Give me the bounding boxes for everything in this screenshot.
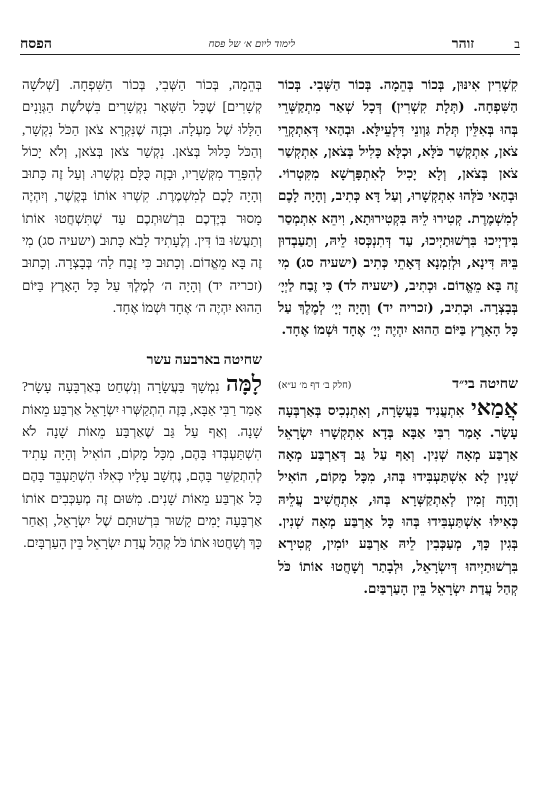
aramaic-opening-word: אֲמַאי: [470, 394, 518, 421]
parasha-title: הפסח: [20, 35, 52, 52]
hebrew-second-text: נִמְשָׁךְ בַּעֲשָׂרָה וְנִשְׁחַט בְּאַרְבָּעָה עָשָׂר? אָמַר רַבִּי אַבָּא, בָּזֶה הִתְקַשְּׁרוּ יִשְׂרָאֵל אַרְבַּע מֵאוֹת שָׁנָה. וְאַף עַל גַּב שֶׁאַרְבַּע מֵאוֹת שָׁנָה לֹא הִשְׁתַּעְבְּדוּ בָּהֶם, מִכָּל מָקוֹם, הוֹאִיל וְהָיָה עָתִיד לְהִתְקַשֵּׁר בָּהֶם, נֶחְשָׁב עָלָיו כְּאִלּוּ הִשְׁתַּעְבֵּד בָּהֶם כָּל אַרְבַּע מֵאוֹת שָׁנִים. מִשּׁוּם זֶה מְעַכְּבִים אוֹתוֹ אַרְבָּעָה יָמִים קָשׁוּר בִּרְשׁוּתָם שֶׁל יִשְׂרָאֵל, וְאַחַר כָּךְ וְשָׁחֲטוּ אֹתוֹ כֹּל קְהַל עֲדַת יִשְׂרָאֵל בֵּין הָעַרְבָּיִם.: [22, 379, 262, 551]
hebrew-column: [22, 74, 262, 786]
aramaic-section-ref: (חלק ב׳ דף מ׳ ע״א): [278, 379, 352, 391]
aramaic-section-title: שחיטה בי״ד: [452, 375, 518, 392]
hebrew-section-title: שחיטה בארבעה עשר: [146, 353, 262, 369]
aramaic-top-paragraph: קִשְׁרִין אִינּוּן, בְּכוֹר בְּהֵמָה. בְּכוֹר הַשְּׁבִי. בְּכוֹר הַשִּׁפְחָה. (תְּלָת קִשְׁרִין) דְּכָל שְׁאַר מִתְקַשְּׁרֵי בְּהוּ בְּאִלֵּין תְּלַת גַּוְונֵי דִּלְעֵילָּא. וּבְהַאי דְּאִתְקְרֵי צֹאן, אִתְקְשַׁר כֹּלָּא, וּכְלָּא כָּלִיל בְּצֹאן, אִתְקְשַׁר צֹאן בְּצֹאן, וְלָא יָכִיל לְאִתְפָּרְשָׁא מִקִּטְרוֹי. וּבְהַאי כֹּלְּהוּ אִתְקְשָׁרוּ, וְעַל דָּא כְּתִיב, וְהָיָה לָכֶם לְמִשְׁמֶרֶת. קְטִירוּ לֵיהּ בִּקְטִירוּתָא, וִיהֵא אִתְמְסַר בִּידַיְיכוּ בִּרְשׁוּתַיְיכוּ, עַד דְּתִנְכְּסוּ לֵיהּ, וְתַעַבְדוּן בֵּיהּ דִּינָא, וּלְזִמְנָא דְּאָתֵי כְּתִיב (ישעיה סג) מִי זֶה בָּא מֵאֱדוֹם. וּכְתִיב, (ישעיה לד) כִּי זֶבַח לַיְיָ׳ בְּבָצְרָה. וּכְתִיב, (זכריה יד) וְהָיָה יְיָ׳ לְמֶלֶךְ עַל כָּל הָאָרֶץ בַּיּוֹם הַהוּא יִהְיֶה יְיָ׳ אֶחָד וּשְׁמוֹ אֶחָד.: [278, 77, 518, 339]
book-title: זוהר: [451, 35, 475, 52]
page-header: [20, 34, 520, 55]
header-subtitle: לימוד ליום א׳ של פסח: [208, 38, 296, 50]
page-number: ב: [514, 36, 520, 51]
hebrew-section-heading: [22, 353, 262, 369]
hebrew-opening-word: לָמָּה: [226, 371, 263, 397]
aramaic-column: [278, 74, 518, 786]
aramaic-second-paragraph: [278, 394, 518, 601]
aramaic-section-heading: [278, 376, 518, 393]
hebrew-top-paragraph: בְּהֵמָה, בְּכוֹר הַשְּׁבִי, בְּכוֹר הַשִּׁפְחָה. [שְׁלֹשָׁה קְשָׁרִים] שֶׁכָּל הַשְּׁאָר נִקְשָׁרִים בִּשְׁלֹשֶׁת הַגְּוָנִים הַלָּלוּ שֶׁל מַעְלָה. וּבָזֶה שֶׁנִּקְרָא צֹאן הַכֹּל נִקְשָׁר, וְהַכֹּל כָּלוּל בְּצֹאן. נִקְשַׁר צֹאן בְּצֹאן, וְלֹא יָכוֹל לְהִפָּרֵד מִקְּשָׁרָיו, וּבָזֶה כֻּלָּם נִקְשָׁרוּ. וְעַל זֶה כָּתוּב וְהָיָה לָכֶם לְמִשְׁמֶרֶת. קִשְׁרוּ אוֹתוֹ בְּקֶשֶׁר, וְיִהְיֶה מָסוּר בְּיֶדְכֶם בִּרְשׁוּתְכֶם עַד שֶׁתִּשְׁחֲטוּ אוֹתוֹ וְתַעֲשׂוּ בּוֹ דִּין. וְלֶעָתִיד לָבֹא כָּתוּב (ישעיה סג) מִי זֶה בָּא מֵאֱדוֹם. וְכָתוּב כִּי זֶבַח לַה׳ בְּבָצְרָה. וְכָתוּב (זכריה יד) וְהָיָה ה׳ לְמֶלֶךְ עַל כָּל הָאָרֶץ בַּיּוֹם הַהוּא יִהְיֶה ה׳ אֶחָד וּשְׁמוֹ אֶחָד.: [22, 77, 262, 315]
hebrew-second-paragraph: [22, 373, 262, 554]
aramaic-second-text: אִתְעֲנִיד בַּעֲשָׂרָה, וְאִתְנְכִיס בְּאַרְבְּעָה עָשָׂר. אָמַר רִבִּי אַבָּא בְּדָא אִתְקְשָׁרוּ יִשְׂרָאֵל אַרְבַּע מְאָה שְׁנִין. וְאַף עַל גַּב דְּאַרְבַּע מְאָה שְׁנִין לָא אִשְׁתַּעְבִּידוּ בְּהוּ, מִכָּל מָקוֹם, הוֹאִיל וְהָוָה זְמִין לְאִתְקַשְּׁרָא בְּהוּ, אִתְחֲשִׁיב עֲלֵיהּ כְּאִילּוּ אִשְׁתַּעְבִּידוּ בְּהוּ כָּל אַרְבַּע מְאָה שְׁנִין. בְּגִין כָּךְ, מְעַכְּבִין לֵיהּ אַרְבַּע יוֹמִין, קְטִירָא בִּרְשׁוּתַיְיהוּ דְּיִשְׂרָאֵל, וּלְבָתַר וְשָׁחֲטוּ אוֹתוֹ כֹּל קְהַל עֲדַת יִשְׂרָאֵל בֵּין הָעַרְבַּיִם.: [278, 402, 518, 597]
